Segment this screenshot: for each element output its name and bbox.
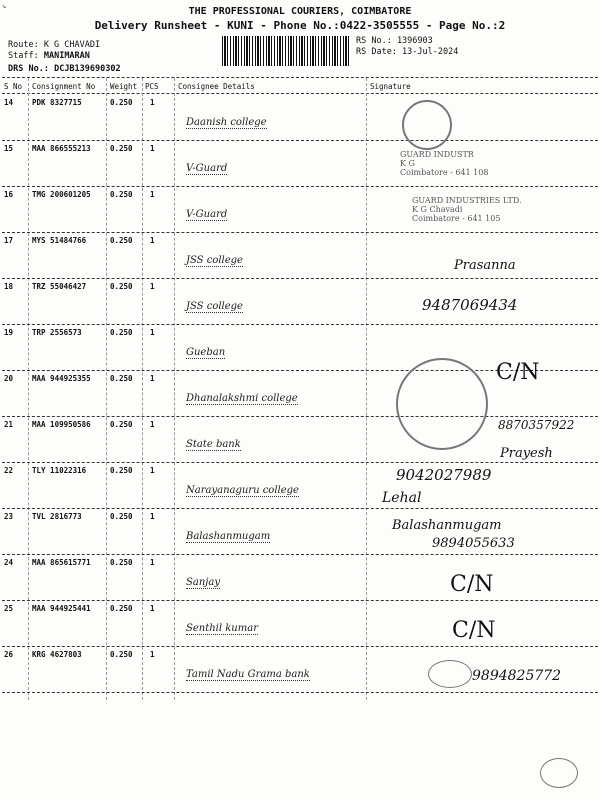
staff-line [8,51,90,61]
row-weight: 0.250 [110,466,133,475]
col-pcs: PCS [145,82,159,91]
row-sno: 23 [4,512,14,521]
dhanalakshmi-college-stamp [396,358,488,450]
barcode [222,36,350,66]
row-divider [2,692,598,693]
row-consignee: Balashanmugam [186,531,271,542]
row-consignment-no: KRG 4627803 [32,650,82,659]
row-weight: 0.250 [110,282,133,291]
table-row [0,463,600,509]
row-consignee: Narayanaguru college [186,485,299,496]
row-sno: 26 [4,650,14,659]
company-title: THE PROFESSIONAL COURIERS, COIMBATORE [188,6,412,17]
col-sno: S No [4,82,23,91]
signature-name-21: Prayesh [500,446,553,461]
row-weight: 0.250 [110,374,133,383]
signature-cn-25: C/N [452,618,496,643]
row-consignment-no: MAA 944925355 [32,374,91,383]
row-weight: 0.250 [110,190,133,199]
row-weight: 0.250 [110,650,133,659]
row-consignee: Daanish college [186,117,267,128]
table-row [0,601,600,647]
table-row [0,555,600,601]
row-weight: 0.250 [110,420,133,429]
row-pcs: 1 [150,374,155,383]
row-pcs: 1 [150,236,155,245]
row-pcs: 1 [150,650,155,659]
row-consignee: JSS college [186,255,243,266]
rs-no: RS No.: 1396903 [356,36,433,46]
col-consignment: Consignment No [32,82,96,91]
row-sno: 20 [4,374,14,383]
row-sno: 19 [4,328,14,337]
row-consignment-no: MAA 866555213 [32,144,91,153]
row-pcs: 1 [150,604,155,613]
row-weight: 0.250 [110,328,133,337]
route-label: Route: K G CHAVADI [8,40,101,50]
row-sno: 22 [4,466,14,475]
row-consignee: Tamil Nadu Grama bank [186,669,310,680]
signature-prasanna: Prasanna [454,258,516,273]
row-sno: 17 [4,236,14,245]
staff-label: Staff: [8,51,39,61]
rs-date: RS Date: 13-Jul-2024 [356,47,459,57]
row-consignment-no: MAA 944925441 [32,604,91,613]
col-details: Consignee Details [178,82,255,91]
row-consignee: State bank [186,439,241,450]
row-consignee: V-Guard [186,163,228,174]
row-weight: 0.250 [110,236,133,245]
staff-value: MANIMARAN [43,51,90,61]
row-pcs: 1 [150,558,155,567]
page-initial-mark [540,758,578,788]
row-pcs: 1 [150,144,155,153]
row-pcs: 1 [150,512,155,521]
row-consignee: Senthil kumar [186,623,258,634]
row-consignment-no: TLY 11022316 [32,466,87,475]
row-sno: 24 [4,558,14,567]
row-consignment-no: TRZ 55046427 [32,282,87,291]
row-weight: 0.250 [110,512,133,521]
signature-phone-17: 9487069434 [422,296,518,314]
row-weight: 0.250 [110,144,133,153]
runsheet-subtitle: Delivery Runsheet - KUNI - Phone No.:0422-3505555 - Page No.:2 [94,19,506,32]
vguard-stamp-1: GUARD INDUSTR K G Coimbatore - 641 108 [400,150,489,177]
row-consignment-no: MYS 51484766 [32,236,87,245]
row-consignment-no: TVL 2816773 [32,512,82,521]
row-weight: 0.250 [110,98,133,107]
row-consignment-no: PDK 8327715 [32,98,82,107]
row-sno: 25 [4,604,14,613]
col-weight: Weight [110,82,138,91]
signature-phone-26: 9894825772 [472,668,562,684]
row-consignment-no: TMG 200601205 [32,190,91,199]
row-consignment-no: MAA 865615771 [32,558,91,567]
row-consignee: Dhanalakshmi college [186,393,298,404]
signature-cn-19: C/N [496,360,540,385]
row-pcs: 1 [150,328,155,337]
row-pcs: 1 [150,98,155,107]
row-consignee: JSS college [186,301,243,312]
header-divider [2,93,598,94]
drs-line [8,64,121,74]
college-stamp [402,100,452,150]
signature-name-23: Balashanmugam [392,518,502,533]
signature-name-22: Lehal [382,490,422,506]
row-consignee: Sanjay [186,577,220,588]
corner-mark: ↘ [2,2,7,10]
col-signature: Signature [370,82,411,91]
row-sno: 18 [4,282,14,291]
vguard-stamp-2: GUARD INDUSTRIES LTD. K G Chavadi Coimbatore - 641 105 [412,196,522,223]
row-sno: 14 [4,98,14,107]
top-divider [2,77,598,78]
row-consignee: V-Guard [186,209,228,220]
table-row [0,141,600,187]
row-consignee: Gueban [186,347,226,358]
row-pcs: 1 [150,282,155,291]
table-row [0,95,600,141]
row-sno: 21 [4,420,14,429]
signature-phone-22: 9042027989 [396,466,492,484]
row-sno: 15 [4,144,14,153]
row-pcs: 1 [150,466,155,475]
row-weight: 0.250 [110,558,133,567]
row-weight: 0.250 [110,604,133,613]
row-consignment-no: TRP 2556573 [32,328,82,337]
drs-value: DCJB139690302 [54,64,121,74]
signature-phone-21: 8870357922 [498,418,575,432]
signature-cn-24: C/N [450,572,494,597]
row-consignment-no: MAA 109950586 [32,420,91,429]
row-pcs: 1 [150,420,155,429]
row-sno: 16 [4,190,14,199]
signature-phone-23: 9894055633 [432,536,515,551]
signature-scribble-26 [428,660,472,688]
row-pcs: 1 [150,190,155,199]
drs-label: DRS No.: [8,64,49,74]
